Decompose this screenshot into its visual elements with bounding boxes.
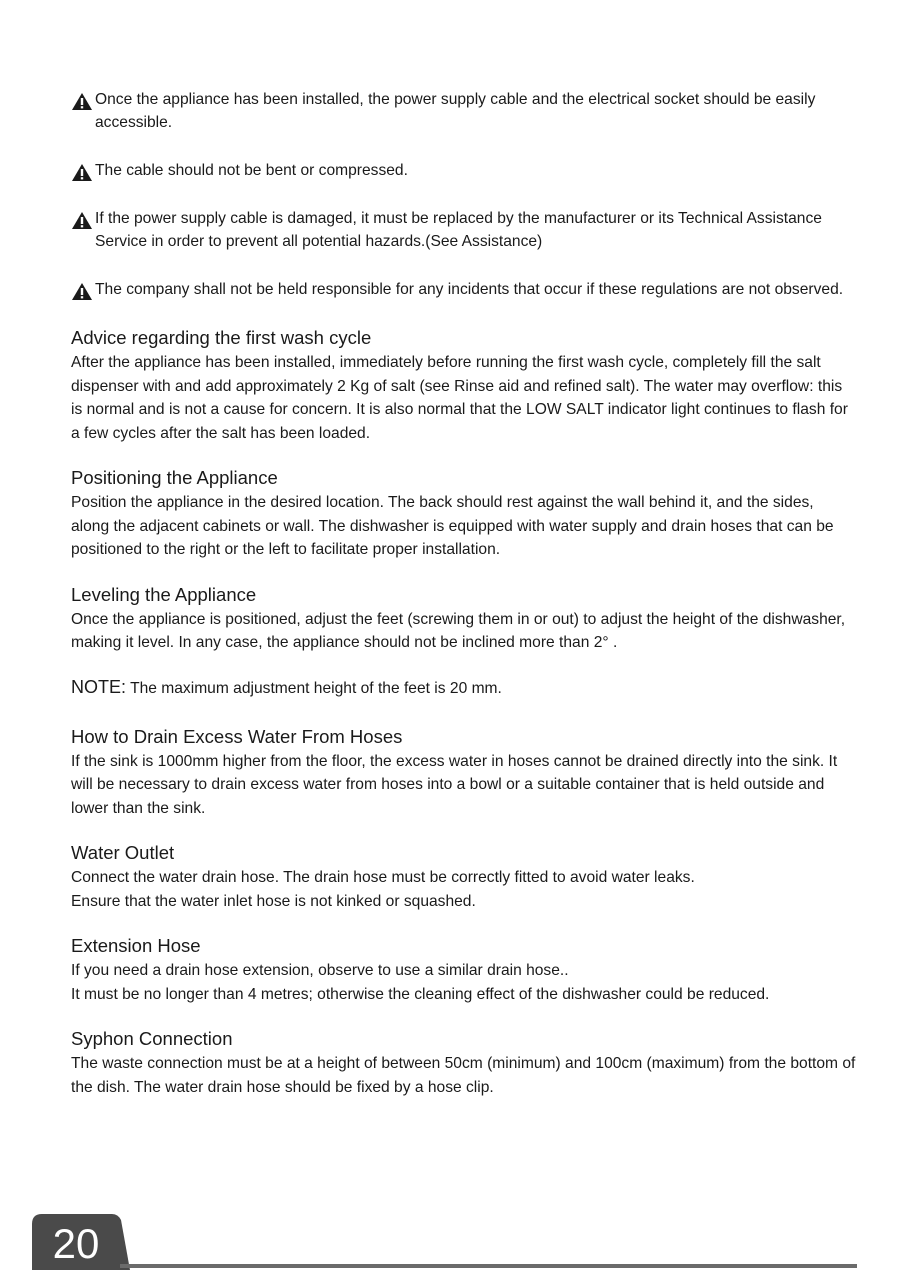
section-heading: How to Drain Excess Water From Hoses [71, 725, 403, 747]
section-heading: Extension Hose [71, 935, 201, 956]
section-body-line: Ensure that the water inlet hose is not kinked or squashed. [71, 892, 476, 910]
warning-item [71, 88, 856, 134]
warning-item [71, 207, 856, 253]
warning-text: The company shall not be held responsible for any incidents that occur if these regulations are not observed. [95, 281, 844, 298]
section-water-outlet [71, 841, 856, 913]
section-heading: Water Outlet [71, 842, 175, 863]
warning-text: Once the appliance has been installed, the power supply cable and the electrical socket should be easily accessible. [95, 91, 816, 131]
section-leveling [71, 583, 856, 655]
section-heading: Leveling the Appliance [71, 583, 257, 605]
warning-text: If the power supply cable is damaged, it must be replaced by the manufacturer or its Technical Assistance Service in order to prevent all potential hazards.(See Assistance) [95, 210, 822, 250]
section-drain-excess [71, 725, 856, 821]
page-number: 20 [52, 1220, 100, 1267]
section-heading: Syphon Connection [71, 1028, 233, 1049]
section-body-line: Connect the water drain hose. The drain hose must be correctly fitted to avoid water leaks. [71, 869, 695, 886]
section-body: Position the appliance in the desired location. The back should rest against the wall behind it, and the sides, along the adjacent cabinets or wall. The dishwasher is equipped with water supply and drain hoses that can be positioned to the right or the left to facilitate proper installation. [71, 494, 834, 558]
warning-triangle-icon [71, 211, 93, 230]
footer-rule [120, 1264, 857, 1268]
section-body-line: If you need a drain hose extension, observe to use a similar drain hose.. [71, 962, 569, 979]
warning-triangle-icon [71, 92, 93, 111]
section-first-wash [71, 326, 856, 445]
section-heading: Advice regarding the first wash cycle [71, 327, 372, 348]
warning-item [71, 159, 856, 182]
section-body: The waste connection must be at a height of between 50cm (minimum) and 100cm (maximum) from the bottom of the dish. The water drain hose should be fixed by a hose clip. [71, 1055, 856, 1096]
section-positioning [71, 466, 856, 562]
warning-item [71, 278, 856, 301]
warning-text: The cable should not be bent or compressed. [95, 162, 408, 179]
section-heading: Positioning the Appliance [71, 467, 278, 488]
note-text: The maximum adjustment height of the feet is 20 mm. [126, 679, 502, 697]
note-label: NOTE: [71, 676, 127, 697]
section-body: If the sink is 1000mm higher from the floor, the excess water in hoses cannot be drained directly into the sink. It will be necessary to drain excess water from hoses into a bowl or a suitable container that is held outside and lower than the sink. [71, 752, 838, 817]
section-extension-hose [71, 934, 856, 1006]
section-syphon [71, 1027, 856, 1099]
note [71, 676, 856, 700]
section-body-line: It must be no longer than 4 metres; otherwise the cleaning effect of the dishwasher could be reduced. [71, 985, 770, 1003]
warning-triangle-icon [71, 282, 93, 301]
warning-triangle-icon [71, 163, 93, 182]
page-content [71, 88, 856, 1120]
section-body: Once the appliance is positioned, adjust the feet (screwing them in or out) to adjust the height of the dishwasher, making it level. In any case, the appliance should not be inclined more than 2° . [71, 610, 846, 651]
section-body: After the appliance has been installed, immediately before running the first wash cycle, completely fill the salt dispenser with and add approximately 2 Kg of salt (see Rinse aid and refined salt). The water may overflow: this is normal and is not a cause for concern. It is also normal that the LOW SALT indicator light continues to flash for a few cycles after the salt has been loaded. [71, 354, 848, 442]
